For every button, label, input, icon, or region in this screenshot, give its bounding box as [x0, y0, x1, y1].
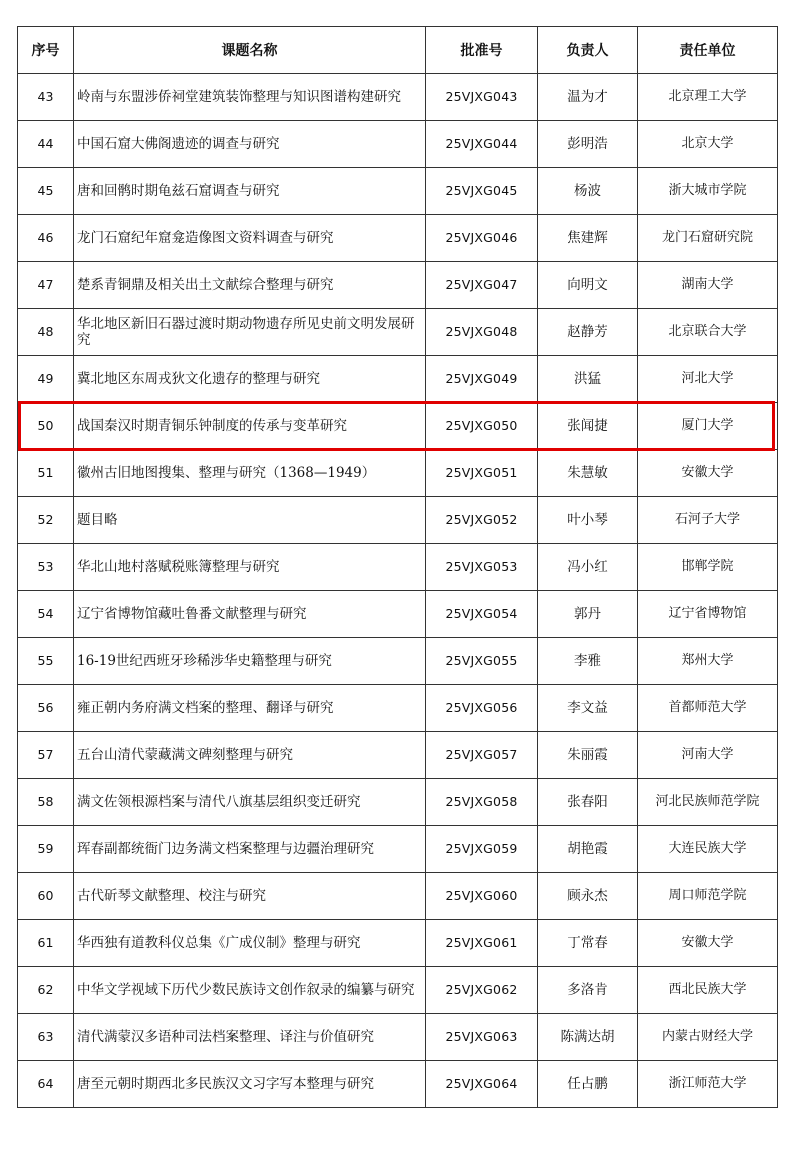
- cell-leader: 胡艳霞: [538, 826, 638, 873]
- cell-index: 57: [18, 732, 74, 779]
- cell-leader: 叶小琴: [538, 497, 638, 544]
- cell-code: 25VJXG055: [426, 638, 538, 685]
- table-row: [18, 356, 778, 403]
- cell-title: 岭南与东盟涉侨祠堂建筑装饰整理与知识图谱构建研究: [74, 74, 426, 121]
- cell-index: 55: [18, 638, 74, 685]
- cell-unit: 安徽大学: [638, 450, 778, 497]
- cell-code: 25VJXG044: [426, 121, 538, 168]
- cell-title: 中国石窟大佛阁遗迹的调查与研究: [74, 121, 426, 168]
- cell-unit: 北京理工大学: [638, 74, 778, 121]
- cell-code: 25VJXG043: [426, 74, 538, 121]
- cell-title: 雍正朝内务府满文档案的整理、翻译与研究: [74, 685, 426, 732]
- cell-unit: 北京大学: [638, 121, 778, 168]
- cell-index: 45: [18, 168, 74, 215]
- table-row: [18, 121, 778, 168]
- table-row: [18, 873, 778, 920]
- cell-unit: 北京联合大学: [638, 309, 778, 356]
- cell-leader: 李文益: [538, 685, 638, 732]
- header-code: 批准号: [426, 27, 538, 74]
- cell-code: 25VJXG050: [426, 403, 538, 450]
- cell-code: 25VJXG064: [426, 1061, 538, 1108]
- table-header-row: [18, 27, 778, 74]
- cell-leader: 顾永杰: [538, 873, 638, 920]
- cell-code: 25VJXG046: [426, 215, 538, 262]
- cell-code: 25VJXG061: [426, 920, 538, 967]
- cell-title: 唐和回鹘时期龟兹石窟调查与研究: [74, 168, 426, 215]
- cell-index: 46: [18, 215, 74, 262]
- cell-title: 徽州古旧地图搜集、整理与研究（1368—1949）: [74, 450, 426, 497]
- cell-leader: 朱慧敏: [538, 450, 638, 497]
- cell-unit: 郑州大学: [638, 638, 778, 685]
- table-row: [18, 168, 778, 215]
- cell-unit: 浙大城市学院: [638, 168, 778, 215]
- cell-unit: 周口师范学院: [638, 873, 778, 920]
- cell-leader: 赵静芳: [538, 309, 638, 356]
- cell-title: 珲春副都统衙门边务满文档案整理与边疆治理研究: [74, 826, 426, 873]
- cell-index: 51: [18, 450, 74, 497]
- cell-code: 25VJXG058: [426, 779, 538, 826]
- cell-index: 61: [18, 920, 74, 967]
- cell-leader: 彭明浩: [538, 121, 638, 168]
- cell-code: 25VJXG059: [426, 826, 538, 873]
- cell-unit: 邯郸学院: [638, 544, 778, 591]
- cell-leader: 陈满达胡: [538, 1014, 638, 1061]
- cell-leader: 冯小红: [538, 544, 638, 591]
- table-row: [18, 215, 778, 262]
- cell-title: 16-19世纪西班牙珍稀涉华史籍整理与研究: [74, 638, 426, 685]
- cell-code: 25VJXG056: [426, 685, 538, 732]
- cell-title: 唐至元朝时期西北多民族汉文习字写本整理与研究: [74, 1061, 426, 1108]
- table-row: [18, 544, 778, 591]
- cell-index: 48: [18, 309, 74, 356]
- cell-unit: 河南大学: [638, 732, 778, 779]
- cell-title: 华北山地村落赋税账簿整理与研究: [74, 544, 426, 591]
- cell-code: 25VJXG045: [426, 168, 538, 215]
- table-row: [18, 920, 778, 967]
- cell-title: 清代满蒙汉多语种司法档案整理、译注与价值研究: [74, 1014, 426, 1061]
- cell-index: 49: [18, 356, 74, 403]
- cell-title: 华西独有道教科仪总集《广成仪制》整理与研究: [74, 920, 426, 967]
- cell-leader: 洪猛: [538, 356, 638, 403]
- cell-title: 五台山清代蒙藏满文碑刻整理与研究: [74, 732, 426, 779]
- cell-leader: 焦建辉: [538, 215, 638, 262]
- cell-code: 25VJXG053: [426, 544, 538, 591]
- cell-title: 华北地区新旧石器过渡时期动物遗存所见史前文明发展研究: [74, 309, 426, 356]
- cell-index: 44: [18, 121, 74, 168]
- cell-leader: 朱丽霞: [538, 732, 638, 779]
- cell-unit: 龙门石窟研究院: [638, 215, 778, 262]
- table-row: [18, 685, 778, 732]
- table-row: [18, 74, 778, 121]
- cell-leader: 李雅: [538, 638, 638, 685]
- cell-code: 25VJXG063: [426, 1014, 538, 1061]
- cell-leader: 郭丹: [538, 591, 638, 638]
- cell-unit: 辽宁省博物馆: [638, 591, 778, 638]
- cell-leader: 多洛肯: [538, 967, 638, 1014]
- table-row: [18, 309, 778, 356]
- header-unit: 责任单位: [638, 27, 778, 74]
- cell-index: 56: [18, 685, 74, 732]
- cell-title: 战国秦汉时期青铜乐钟制度的传承与变革研究: [74, 403, 426, 450]
- cell-leader: 温为才: [538, 74, 638, 121]
- cell-code: 25VJXG051: [426, 450, 538, 497]
- cell-unit: 安徽大学: [638, 920, 778, 967]
- table-row: [18, 1014, 778, 1061]
- table-row: [18, 497, 778, 544]
- cell-unit: 湖南大学: [638, 262, 778, 309]
- cell-code: 25VJXG048: [426, 309, 538, 356]
- cell-code: 25VJXG049: [426, 356, 538, 403]
- cell-index: 64: [18, 1061, 74, 1108]
- header-leader: 负责人: [538, 27, 638, 74]
- cell-index: 58: [18, 779, 74, 826]
- cell-leader: 任占鹏: [538, 1061, 638, 1108]
- cell-code: 25VJXG057: [426, 732, 538, 779]
- cell-title: 楚系青铜鼎及相关出土文献综合整理与研究: [74, 262, 426, 309]
- cell-unit: 河北大学: [638, 356, 778, 403]
- table-row: [18, 403, 778, 450]
- cell-code: 25VJXG047: [426, 262, 538, 309]
- cell-index: 50: [18, 403, 74, 450]
- cell-index: 63: [18, 1014, 74, 1061]
- cell-code: 25VJXG062: [426, 967, 538, 1014]
- cell-index: 53: [18, 544, 74, 591]
- cell-unit: 大连民族大学: [638, 826, 778, 873]
- project-table: [17, 26, 778, 1108]
- cell-unit: 厦门大学: [638, 403, 778, 450]
- cell-code: 25VJXG060: [426, 873, 538, 920]
- cell-unit: 首都师范大学: [638, 685, 778, 732]
- cell-unit: 河北民族师范学院: [638, 779, 778, 826]
- cell-title: 满文佐领根源档案与清代八旗基层组织变迁研究: [74, 779, 426, 826]
- cell-leader: 向明文: [538, 262, 638, 309]
- cell-index: 62: [18, 967, 74, 1014]
- cell-index: 52: [18, 497, 74, 544]
- cell-leader: 张春阳: [538, 779, 638, 826]
- table-row: [18, 638, 778, 685]
- cell-unit: 石河子大学: [638, 497, 778, 544]
- cell-index: 60: [18, 873, 74, 920]
- cell-index: 43: [18, 74, 74, 121]
- table-row: [18, 262, 778, 309]
- cell-title: 龙门石窟纪年窟龛造像图文资料调查与研究: [74, 215, 426, 262]
- cell-leader: 杨波: [538, 168, 638, 215]
- cell-title: 题目略: [74, 497, 426, 544]
- table-row: [18, 732, 778, 779]
- cell-title: 中华文学视域下历代少数民族诗文创作叙录的编纂与研究: [74, 967, 426, 1014]
- header-index: 序号: [18, 27, 74, 74]
- cell-index: 47: [18, 262, 74, 309]
- table-row: [18, 967, 778, 1014]
- cell-unit: 内蒙古财经大学: [638, 1014, 778, 1061]
- table-row: [18, 450, 778, 497]
- cell-code: 25VJXG052: [426, 497, 538, 544]
- table-row: [18, 826, 778, 873]
- cell-index: 54: [18, 591, 74, 638]
- cell-leader: 张闻捷: [538, 403, 638, 450]
- cell-title: 冀北地区东周戎狄文化遗存的整理与研究: [74, 356, 426, 403]
- header-title: 课题名称: [74, 27, 426, 74]
- table-row: [18, 591, 778, 638]
- table-row: [18, 779, 778, 826]
- cell-leader: 丁常春: [538, 920, 638, 967]
- cell-title: 辽宁省博物馆藏吐鲁番文献整理与研究: [74, 591, 426, 638]
- table-row: [18, 1061, 778, 1108]
- cell-title: 古代斫琴文献整理、校注与研究: [74, 873, 426, 920]
- cell-index: 59: [18, 826, 74, 873]
- cell-code: 25VJXG054: [426, 591, 538, 638]
- cell-unit: 西北民族大学: [638, 967, 778, 1014]
- cell-unit: 浙江师范大学: [638, 1061, 778, 1108]
